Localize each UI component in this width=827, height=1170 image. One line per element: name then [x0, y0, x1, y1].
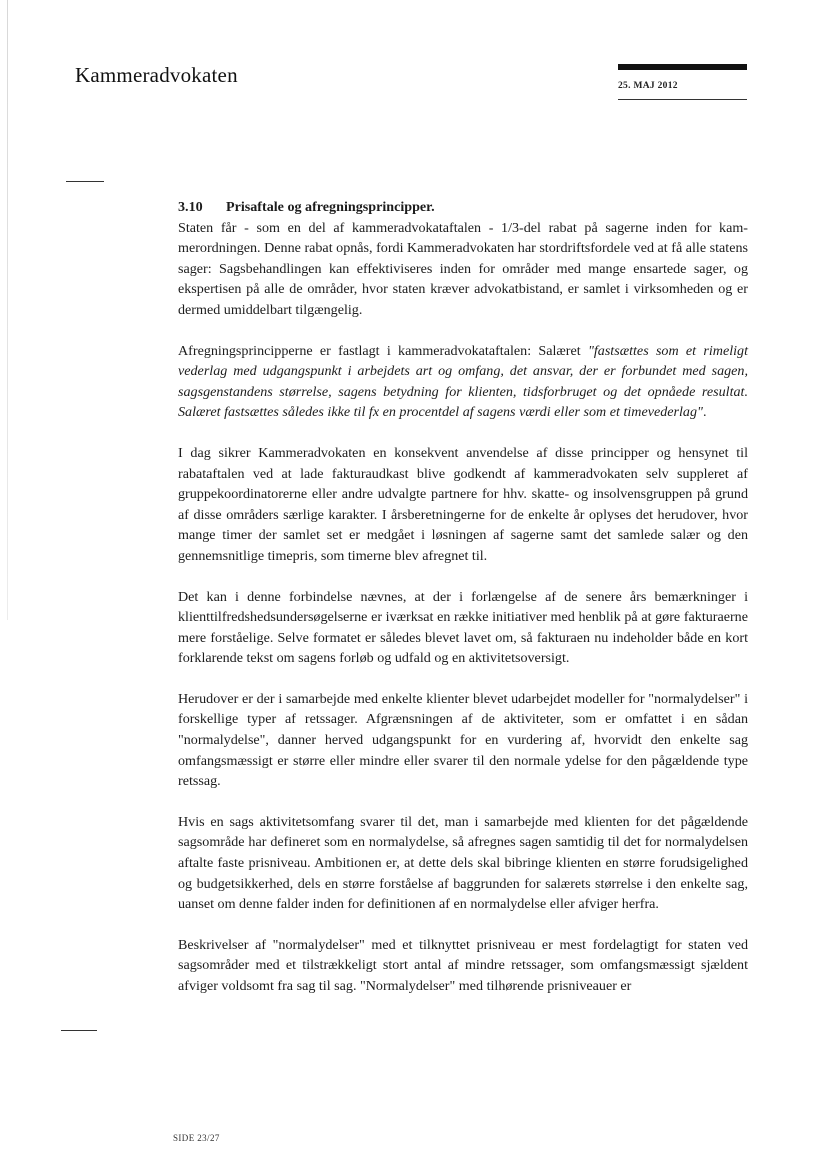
paragraph-rabat: Staten får - som en del af kammeradvokataftalen - 1/3-del rabat på sagerne inden for kammerordningen. Denne rabat opnås, fordi Kammeradvokaten har stordriftsfordele ved at få alle statens sager: Sagsbehandlingen kan effektiviseres inden for områder med mange ensartede sager, og ekspertisen på alle de områder, hvor staten kræver advokatbistand, er samlet i virksomheden og er dermed umiddelbart tilgængelig. [178, 219, 748, 318]
paragraph-text: . [702, 404, 707, 421]
paragraph-beskrivelser: Beskrivelser af "normalydelser" med et tilknyttet prisniveau er mest fordelagtigt for staten ved sagsområder med et tilstrækkeligt stort antal af mindre retssager, som omfangsmæssigt sjældent afviger voldsomt fra sag til sag. "Normalydelser" med tilhørende prisniveauer er [178, 936, 748, 994]
paragraph-fakturaer: Det kan i denne forbindelse nævnes, at der i forlængelse af de senere års bemærkninger i klienttilfredshedsundersøgelserne er iværksat en række initiativer med henblik på at gøre fakturaerne mere forståelige. Selve formatet er således blevet lavet om, så fakturaen nu indeholder både en kort forklarende tekst om sagens forløb og udfald og en aktivitetsoversigt. [178, 588, 748, 667]
quoted-agreement-text: "fastsættes som et rimeligt vederlag med udgangspunkt i arbejdets art og omfang, det ansvar, der er forbundet med sagen, sagsgenstandens størrelse, sagens betydning for klienten, tidsforbruget og det opnåede resultat. Salæret fastsættes således ikke til fx en procentdel af sagens værdi eller som et timevederlag" [178, 342, 748, 421]
section-heading [178, 197, 748, 218]
paragraph-anvendelse: I dag sikrer Kammeradvokaten en konsekvent anvendelse af disse principper og hensynet til rabataftalen ved at lade fakturaudkast blive godkendt af kammeradvokaten selv suppleret af gruppekoordinatorerne eller andre udvalgte partnere for hhv. skatte- og insolvensgruppen på grund af disse områders særlige karakter. I årsberetningerne for de enkelte år oplyses det herudover, hvor mange timer der samlet set er medgået i løsningen af sagerne samt det samlede salær og den gennemsnitlige timepris, som timerne blev afregnet til. [178, 444, 748, 564]
scan-edge-line [7, 0, 8, 620]
header-divider [618, 99, 747, 100]
section-number: 3.10 [178, 199, 203, 215]
document-body [178, 197, 748, 1017]
paragraph-aktivitetsomfang: Hvis en sags aktivitetsomfang svarer til det, man i samarbejde med klienten for det pågældende sagsområde har defineret som en normalydelse, så afregnes sagen samtidig til det for normalydelsen aftalte faste prisniveau. Ambitionen er, at dette dels skal bibringe klienten en større forudsigelighed og budgetsikkerhed, dels en større forståelse af baggrunden for salærets størrelse i den enkelte sag, uanset om denne falder inden for definitionen af en normalydelse eller afviger herfra. [178, 813, 748, 913]
header-decorative-bar [618, 64, 747, 70]
firm-name-header: Kammeradvokaten [75, 63, 238, 87]
paragraph-afregningsprincipper [178, 341, 748, 423]
page-number: SIDE 23/27 [173, 1133, 220, 1143]
margin-mark-top [66, 181, 104, 182]
paragraph-text: Afregningsprincipperne er fastlagt i kammeradvokataftalen: Salæret [178, 342, 588, 359]
section-title: Prisaftale og afregningsprincipper. [226, 199, 435, 215]
paragraph-normalydelser: Herudover er der i samarbejde med enkelte klienter blevet udarbejdet modeller for "normalydelser" i forskellige typer af retssager. Afgrænsningen af de aktiviteter, som er omfattet i en sådan "normalydelse", danner herved udgangspunkt for en vurdering af, hvorvidt den enkelte sag omfangsmæssigt er større eller mindre eller svarer til den normale ydelse for den pågældende type retssag. [178, 690, 748, 790]
document-date: 25. MAJ 2012 [618, 81, 678, 91]
margin-mark-bottom [61, 1030, 97, 1031]
